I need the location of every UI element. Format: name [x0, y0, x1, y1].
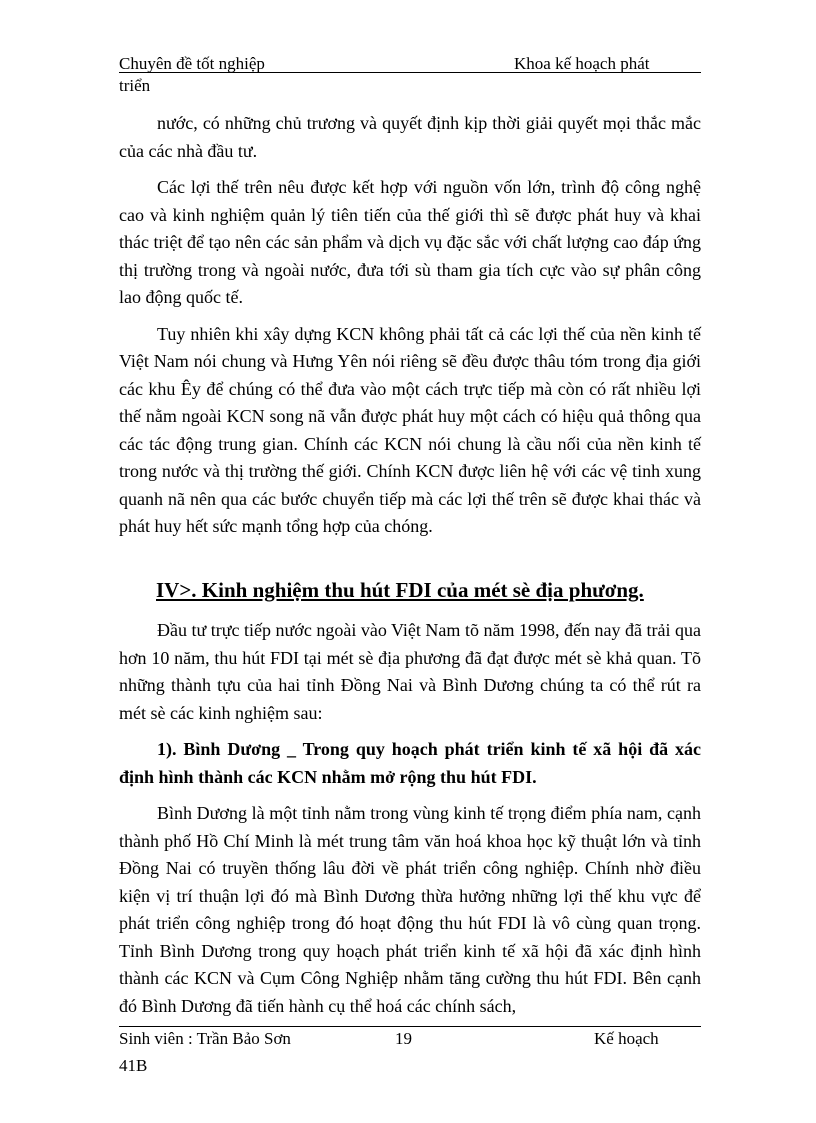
header-rule [119, 72, 701, 73]
subheading: 1). Bình Dương _ Trong quy hoạch phát triển kinh tế xã hội đã xác định hình thành các KCN nhằm mở rộng thu hút FDI. [119, 739, 701, 787]
sub-paragraph: Bình Dương là một tỉnh nằm trong vùng kinh tế trọng điểm phía nam, cạnh thành phố Hồ Chí Minh là mét trung tâm văn hoá khoa học kỹ thuật lớn và tỉnh Đồng Nai có truyền thống lâu đời về phát triển công nghiệp. Chính nhờ điều kiện vị trí thuận lợi đó mà Bình Dương thừa hưởng những lợi thế khu vực để phát triển công nghiệp trong đó hoạt động thu hút FDI là vô cùng quan trọng. Tỉnh Bình Dương trong quy hoạch phát triển kinh tế xã hội đã xác định hình thành các KCN và Cụm Công Nghiệp nhằm tăng cường thu hút FDI. Bên cạnh đó Bình Dương đã tiến hành cụ thể hoá các chính sách, [119, 803, 701, 1016]
section-heading: IV>. Kinh nghiệm thu hút FDI của mét sè địa phương. [156, 578, 644, 602]
body-text [119, 110, 701, 550]
page-footer [119, 1029, 701, 1051]
footer-rule [119, 1026, 701, 1027]
footer-continuation: 41B [119, 1056, 148, 1075]
paragraph-3: Tuy nhiên khi xây dựng KCN không phải tất cả các lợi thế của nền kinh tế Việt Nam nói chung và Hưng Yên nói riêng sẽ đều được thâu tóm trong địa giới các khu Êy để chúng có thể đưa vào một cách trực tiếp mà còn có rất nhiều lợi thế nằm ngoài KCN song nã vẫn được phát huy một cách có hiệu quả thông qua các tác động trung gian. Chính các KCN nói chung là cầu nối của nền kinh tế trong nước và thị trường thế giới. Chính KCN được liên hệ với các vệ tinh xung quanh nã nên qua các bước chuyển tiếp mà các lợi thế trên sẽ được khai thác và phát huy hết sức mạnh tổng hợp của chóng. [119, 323, 701, 536]
section-paragraph-1: Đầu tư trực tiếp nước ngoài vào Việt Nam tõ năm 1998, đến nay đã trải qua hơn 10 năm, thu hút FDI tại mét sè địa phương đã đạt được mét sè khả quan. Tõ những thành tựu của hai tỉnh Đồng Nai và Bình Dương chúng ta có thể rút ra mét sè các kinh nghiệm sau: [119, 620, 701, 723]
page-number: 19 [395, 1029, 412, 1048]
page-header [119, 54, 701, 74]
header-left: Chuyên đề tốt nghiệp [119, 54, 265, 73]
header-right: Khoa kế hoạch phát [514, 54, 650, 73]
footer-right: Kế hoạch [594, 1029, 659, 1048]
header-continuation: triển [119, 76, 151, 95]
footer-left: Sinh viên : Trần Bảo Sơn [119, 1029, 291, 1048]
section-body [119, 617, 701, 1029]
paragraph-1: nước, có những chủ trương và quyết định kịp thời giải quyết mọi thắc mắc của các nhà đầu tư. [119, 113, 701, 161]
paragraph-2: Các lợi thế trên nêu được kết hợp với nguồn vốn lớn, trình độ công nghệ cao và kinh nghiệm quản lý tiên tiến của thế giới thì sẽ được phát huy và khai thác triệt để tạo nên các sản phẩm và dịch vụ đặc sắc với chất lượng cao đáp ứng thị trường trong và ngoài nước, đưa tới sù tham gia tích cực vào sự phân công lao động quốc tế. [119, 177, 701, 307]
